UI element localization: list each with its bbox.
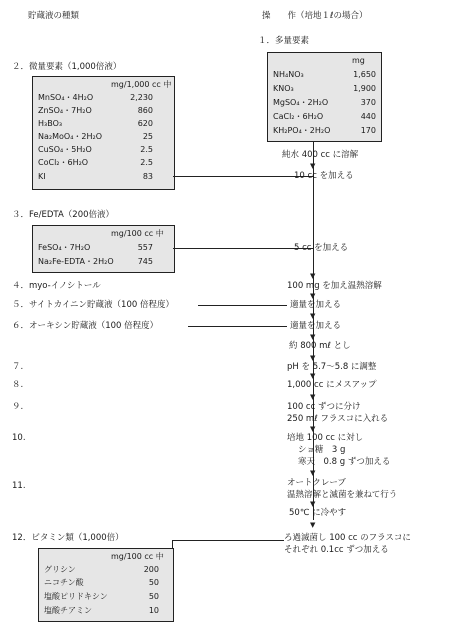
step11-op1: オートクレーブ (287, 478, 346, 488)
arrow-down-icon: ▼ (310, 292, 316, 300)
step12-row-name: 塩酸ピリドキシン (44, 592, 108, 601)
step1-row-value: 1,900 (353, 84, 376, 93)
step5-connector (198, 305, 287, 306)
step2-table (32, 76, 175, 190)
step1-row-value: 170 (360, 126, 376, 135)
arrow-down-icon: ▼ (310, 469, 316, 477)
arrow-down-icon: ▼ (310, 521, 316, 529)
arrow-down-icon: ▼ (310, 162, 316, 170)
step2-row-name: CoCl₂・6H₂O (38, 158, 89, 167)
step1-row-name: KH₂PO₄・2H₂O (273, 126, 331, 135)
step2-connector (173, 176, 313, 177)
step12-connector (172, 540, 284, 541)
arrow-down-icon: ▼ (310, 312, 316, 320)
step10-op2: ショ糖 3 g (298, 445, 346, 455)
step10-label: 10. (12, 433, 26, 443)
step3-connector (173, 248, 313, 249)
step11-label: 11. (12, 481, 26, 491)
step1-op: 純水 400 cc に溶解 (282, 150, 359, 160)
step9-label: ９. (12, 402, 24, 412)
step5-op: 適量を加える (290, 300, 342, 310)
step6-connector (188, 326, 287, 327)
step12-row-value: 200 (143, 565, 159, 574)
step2-row-value: 860 (137, 106, 153, 115)
step3-label: ３．Fe/EDTA（200倍液） (12, 210, 115, 220)
step1-table (267, 52, 382, 142)
step3-table (32, 225, 175, 273)
step2-row-value: 2.5 (140, 158, 153, 167)
step1-row-name: CaCl₂・6H₂O (273, 112, 324, 121)
step2-row-value: 2,230 (130, 93, 153, 102)
arrow-down-icon: ▼ (310, 333, 316, 341)
step9-op1: 100 cc ずつに分け (287, 402, 361, 412)
step1-row-name: NH₄NO₃ (273, 70, 304, 79)
step12-row-name: ニコチン酸 (44, 578, 84, 587)
step12-table (38, 548, 174, 622)
step1-row-name: MgSO₄・2H₂O (273, 98, 329, 107)
step3-row-name: Na₂Fe-EDTA・2H₂O (38, 257, 114, 266)
step1-row-value: 440 (360, 112, 376, 121)
step3-op: 5 cc を加える (294, 243, 349, 253)
step1-row-value: 1,650 (353, 70, 376, 79)
mid-op: 約 800 mℓ とし (289, 341, 351, 351)
step2-row-value: 25 (142, 132, 153, 141)
step2-row-value: 2.5 (140, 145, 153, 154)
step12-row-name: グリシン (44, 565, 76, 574)
step1-unit: mg (352, 56, 365, 65)
step12-row-value: 50 (148, 578, 159, 587)
step9-op2: 250 mℓ フラスコに入れる (287, 414, 389, 424)
step12-op2: それぞれ 0.1cc ずつ加える (284, 545, 389, 555)
step2-op: 10 cc を加える (294, 171, 354, 181)
step12-label: 12．ビタミン類（1,000倍） (12, 533, 124, 543)
step5-label: ５．サイトカイニン貯蔵液（100 倍程度） (12, 300, 174, 310)
arrow-down-icon: ▼ (310, 272, 316, 280)
step11-op3: 50℃ に冷やす (289, 508, 347, 518)
step6-op: 適量を加える (290, 321, 342, 331)
step2-row-name: MnSO₄・4H₂O (38, 93, 94, 102)
step12-row-name: 塩酸チアミン (44, 606, 92, 615)
step8-label: ８. (12, 380, 24, 390)
step1-row-name: KNO₃ (273, 84, 294, 93)
step10-op1: 培地 100 cc に対し (287, 433, 364, 443)
step2-label: ２．微量要素（1,000倍液） (12, 62, 122, 72)
arrow-down-icon: ▼ (310, 372, 316, 380)
step1-label: １．多量要素 (258, 36, 310, 46)
step4-label: ４．myo-イノシトール (12, 281, 101, 291)
step2-row-name: Na₂MoO₄・2H₂O (38, 132, 103, 141)
step12-op1: ろ過滅菌し 100 cc のフラスコに (284, 533, 411, 543)
step2-row-name: CuSO₄・5H₂O (38, 145, 92, 154)
step2-row-name: H₃BO₃ (38, 119, 63, 128)
step7-op: pH を 5.7～5.8 に調整 (287, 362, 377, 372)
header-left: 貯蔵液の種類 (28, 11, 80, 21)
step11-op2: 温熱溶解と滅菌を兼ねて行う (287, 490, 398, 500)
header-right: 操 作（培地１ℓの場合） (262, 11, 368, 21)
arrow-down-icon: ▼ (310, 393, 316, 401)
arrow-down-icon: ▼ (310, 354, 316, 362)
step12-unit: mg/100 cc 中 (111, 552, 164, 561)
step10-op3: 寒天 0.8 g ずつ加える (298, 457, 391, 467)
step3-unit: mg/100 cc 中 (111, 229, 164, 238)
step2-row-value: 620 (137, 119, 153, 128)
step6-label: ６．オーキシン貯蔵液（100 倍程度） (12, 321, 159, 331)
step2-row-name: ZnSO₄・7H₂O (38, 106, 92, 115)
arrow-down-icon: ▼ (310, 500, 316, 508)
step3-row-value: 745 (137, 257, 153, 266)
step12-row-value: 10 (148, 606, 159, 615)
step2-row-name: KI (38, 172, 46, 181)
step3-row-value: 557 (137, 243, 153, 252)
step4-op: 100 mg を加え温熱溶解 (287, 281, 382, 291)
step2-unit: mg/1,000 cc 中 (111, 80, 172, 89)
arrow-down-icon: ▼ (310, 425, 316, 433)
step7-label: ７. (12, 362, 24, 372)
step8-op: 1,000 cc にメスアップ (287, 380, 377, 390)
step3-row-name: FeSO₄・7H₂O (38, 243, 91, 252)
step12-connector-riser (172, 540, 173, 549)
step12-row-value: 50 (148, 592, 159, 601)
step2-row-value: 83 (142, 172, 153, 181)
step1-row-value: 370 (360, 98, 376, 107)
